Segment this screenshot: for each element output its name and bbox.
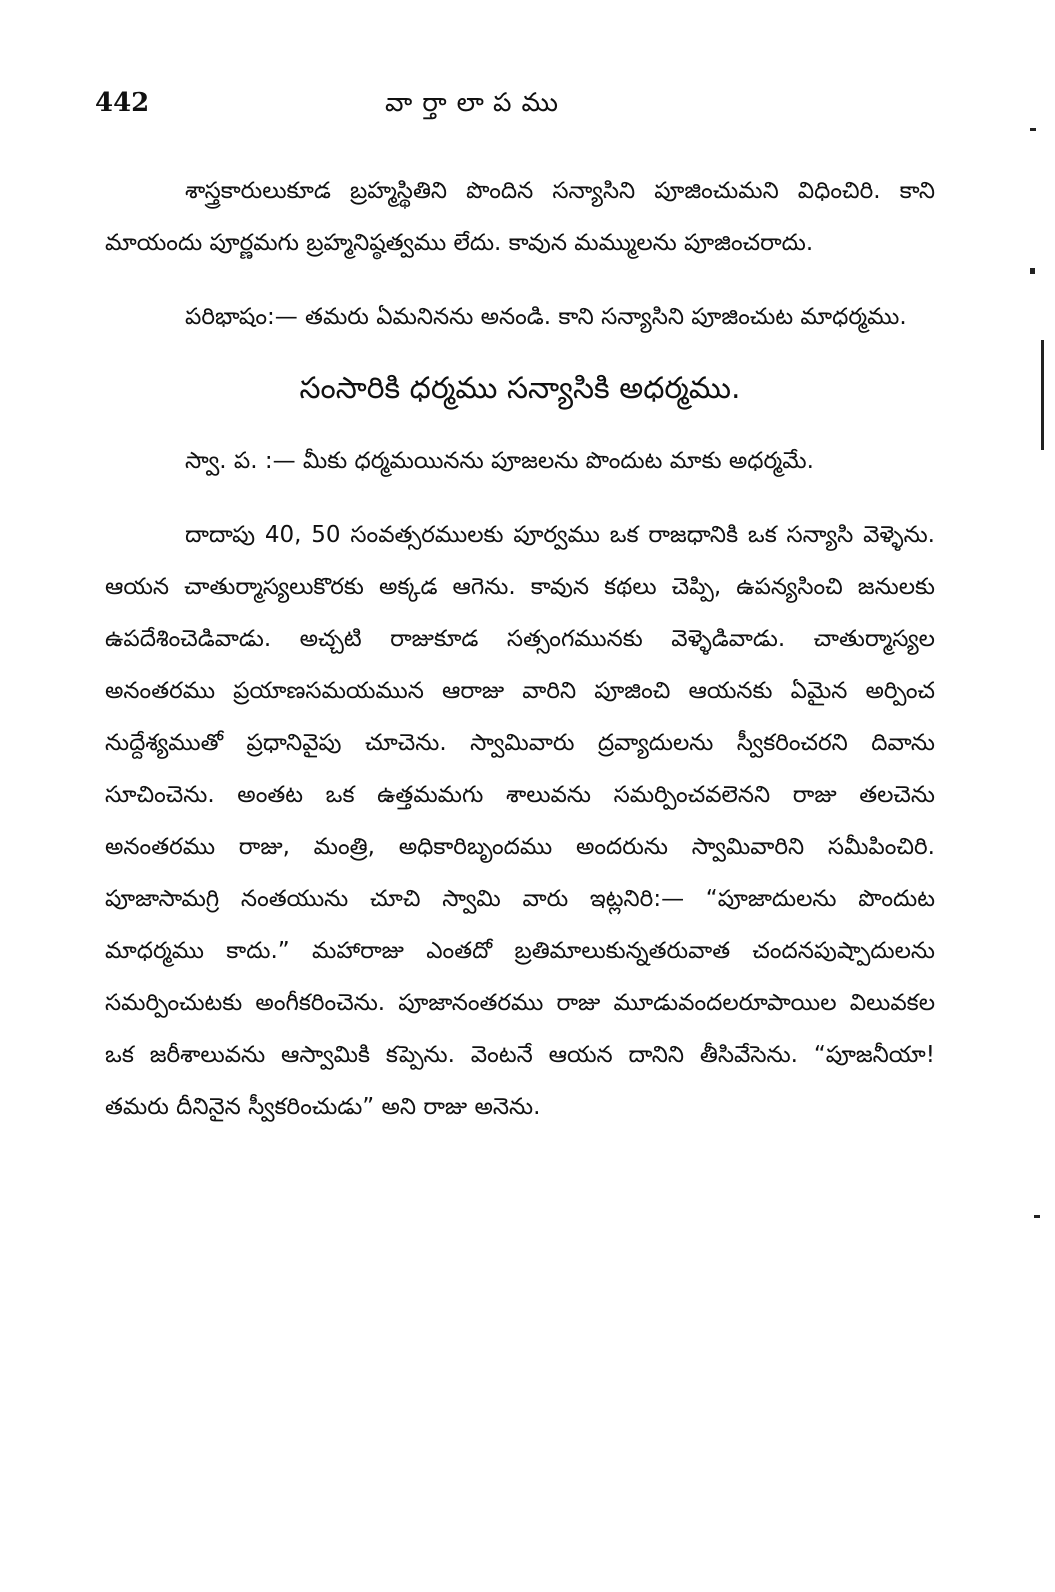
scan-edge-mark: [1041, 340, 1044, 450]
paragraph: దాదాపు 40, 50 సంవత్సరములకు పూర్వము ఒక రాజధానికి ఒక సన్యాసి వెళ్ళెను. ఆయన చాతుర్మాస్యలుకొరకు అక్కడ ఆగెను. కావున కథలు చెప్పి, ఉపన్యసించి జనులకు ఉపదేశించెడివాడు. అచ్చటి రాజుకూడ సత్సంగమునకు వెళ్ళెడివాడు. చాతుర్మాస్యల అనంతరము ప్రయాణసమయమున ఆరాజు వారిని పూజించి ఆయనకు ఏమైన అర్పించ నుద్దేశ్యముతో ప్రధానివైపు చూచెను. స్వామివారు ద్రవ్యాదులను స్వీకరించరని దివాను సూచించెను. అంతట ఒక ఉత్తమమగు శాలువను సమర్పించవలెనని రాజు తలచెను అనంతరము రాజు, మంత్రి, అధికారిబృందము అందరును స్వామివారిని సమీపించిరి. పూజాసామగ్రి నంతయును చూచి స్వామి వారు ఇట్లనిరి:— “పూజాదులను పొందుట మాధర్మము కాదు.” మహారాజు ఎంతదో బ్రతిమాలుకున్నతరువాత చందనపుష్పాదులను సమర్పించుటకు అంగీకరించెను. పూజానంతరము రాజు మూడువందలరూపాయిల విలువకల ఒక జరీశాలువను ఆస్వామికి కప్పెను. వెంటనే ఆయన దానిని తీసివేసెను. “పూజనీయా! తమరు దీనినైన స్వీకరించుడు” అని రాజు అనెను.: [105, 522, 935, 1120]
scan-edge-mark: [1034, 1215, 1040, 1218]
paragraph: స్వా. ప. :— మీకు ధర్మమయినను పూజలను పొందుట మాకు అధర్మమే.: [185, 448, 814, 474]
page-header: [95, 88, 955, 128]
paragraph: పరిభాషం:— తమరు ఏమనినను అనండి. కాని సన్యాసిని పూజించుట మాధర్మము.: [185, 304, 907, 330]
page-body: [105, 165, 935, 1155]
scan-edge-mark: [1030, 128, 1036, 131]
running-title: వార్తాలాపము: [385, 88, 569, 118]
page-number: 442: [95, 88, 150, 118]
section-heading: సంసారికి ధర్మము సన్యాసికి అధర్మము.: [299, 371, 741, 406]
paragraph: శాస్త్రకారులుకూడ బ్రహ్మస్థితిని పొందిన సన్యాసిని పూజించుమని విధించిరి. కాని మాయందు పూర్ణమగు బ్రహ్మనిష్ఠత్వము లేదు. కావున మమ్ములను పూజించరాదు.: [105, 178, 935, 256]
scan-edge-mark: [1030, 268, 1035, 274]
